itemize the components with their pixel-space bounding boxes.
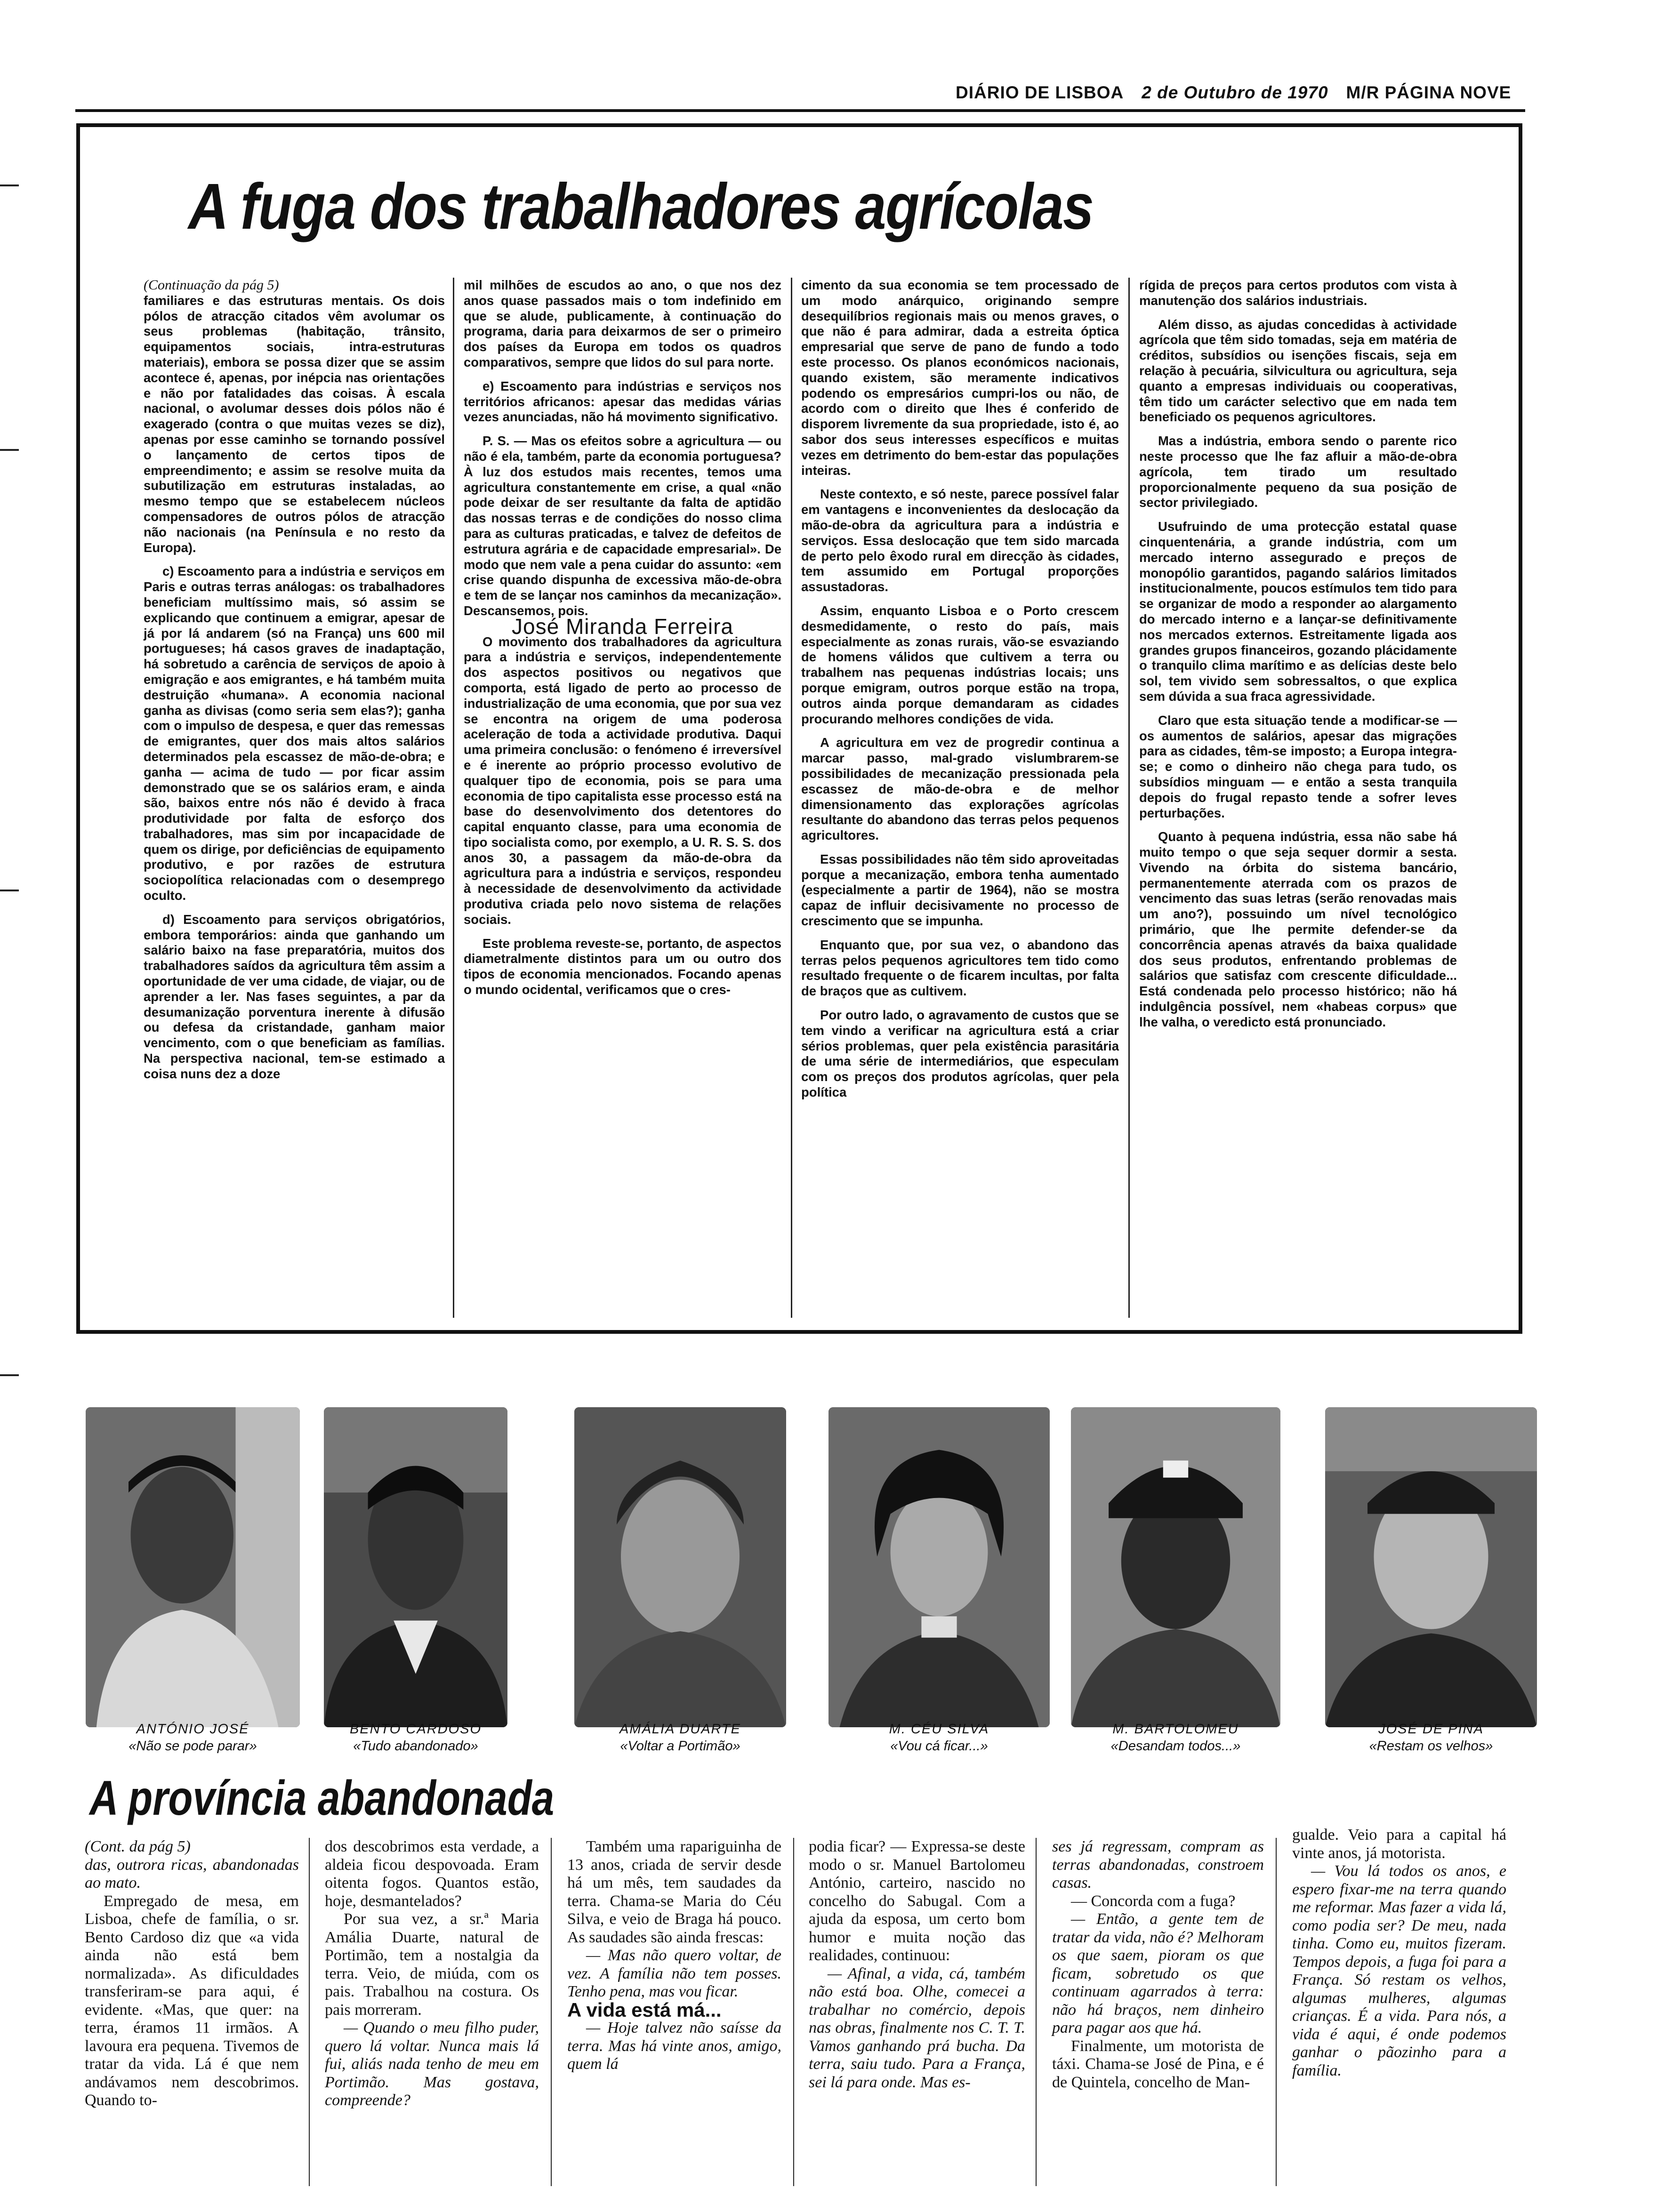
article-column-4	[1139, 278, 1457, 1030]
portrait-image	[86, 1407, 300, 1727]
portrait-image	[574, 1407, 786, 1727]
article-column-2	[325, 1838, 539, 2110]
paragraph: Quanto à pequena indústria, essa não sabe há muito tempo o que seja sequer dormir a sesta. Vivendo na órbita do sistema bancário, permanentemente aterrada com os prazos de vencimento das suas letras (serão renovadas mais um ano?), possuindo um nível tecnológico primário, que lhe permite defender-se da concorrência apenas através da baixa qualidade dos seus produtos, enfrentando problemas de salários que satisfaz com crescente dificuldade... Está condenada pelo processo histórico; não há indulgência possível, nem «habeas corpus» que lhe valha, o veredicto está pronunciado.	[1139, 829, 1457, 1029]
caption-quote: «Tudo abandonado»	[353, 1739, 478, 1754]
portrait-image	[828, 1407, 1050, 1727]
paragraph: Usufruindo de uma protecção estatal quase cinquentenária, a grande indústria, com um mercado interno assegurado e preços de monopólio garantidos, pagando salários limitados institucionalmente, poucos estímulos tem tido para se organizar de modo a responder ao alargamento do mercado interno e a lançar-se definitivamente nos mercados externos. Estreitamente ligada aos grandes grupos financeiros, gozando plácidamente o tranquilo clima marítimo e as delícias deste belo sol, tem vivido sem sobressaltos, o que explica sem dúvida a sua fraca agressividade.	[1139, 519, 1457, 704]
paragraph: Essas possibilidades não têm sido aproveitadas porque a mecanização, embora tenha aumentado (especialmente a partir de 1964), não se mostra capaz de influir decisivamente no processo de crescimento que se impunha.	[801, 851, 1119, 929]
paragraph: d) Escoamento para serviços obrigatórios, embora temporários: ainda que ganhando um salário baixo na fase preparatória, muitos dos trabalhadores saídos da agricultura têm assim a oportunidade de ver uma cidade, de viajar, ou de aprender a ler. Nas fases seguintes, a par da desumanização porventura inerente à difusão ou defesa da cristandade, ganham maior vencimento, com o que beneficiam as famílias. Na perspectiva nacional, tem-se estimado a coisa nuns dez a doze	[144, 912, 445, 1081]
portrait-photo-1	[86, 1407, 300, 1727]
photo-caption-5	[1071, 1721, 1280, 1755]
paragraph: das, outrora ricas, abandonadas ao mato.	[85, 1856, 299, 1891]
paragraph: mil milhões de escudos ao ano, o que nos dez anos quase passados mais o tom indefinido em que se alude, publicamente, à continuação do programa, daria para deixarmos de ser o primeiro dos países da Europa em todos os quadros comparativos, sempre que lidos do sul para norte.	[464, 278, 781, 369]
paragraph: — Afinal, a vida, cá, também não está boa. Olhe, comecei a trabalhar no comércio, depois nas obras, finalmente nos C. T. T. Vamos ganhando prá bucha. Da terra, saiu tudo. Para a França, sei lá para onde. Mas es-	[809, 1964, 1025, 2091]
paragraph: Finalmente, um motorista de táxi. Chama-se José de Pina, e é de Quintela, concelho de Man-	[1052, 2037, 1264, 2091]
article-column-2	[464, 278, 781, 998]
paragraph: podia ficar? — Expressa-se deste modo o sr. Manuel Bartolomeu António, carteiro, nascido no concelho do Sabugal. Com a ajuda da esposa, um certo bom humor e muita noção das realidades, continuou:	[809, 1838, 1025, 1964]
paragraph: P. S. — Mas os efeitos sobre a agricultura — ou não é ela, também, parte da economia portuguesa? À luz dos estudos mais recentes, temos uma agricultura constantemente em crise, a qual «não pode deixar de ser resultante da falta de aptidão das nossas terras e de condições do nosso clima para as culturas praticadas, e talvez de defeitos de estrutura agrária e de capacidade empresarial». De modo que nem vale a pena cuidar do assunto: «em crise quando dispunha de excessiva mão-de-obra e tem de se lançar nos caminhos da mecanização». Descansemos, pois.	[464, 433, 781, 618]
newspaper-name: DIÁRIO DE LISBOA	[956, 83, 1124, 102]
paragraph: Além disso, as ajudas concedidas à actividade agrícola que têm sido tomadas, seja em matéria de créditos, subsídios ou isenções fiscais, seja em relação à pecuária, silvicultura ou agricultura, seja quanto a empresas individuais ou cooperativas, têm tido um carácter selectivo que em nada tem beneficiado os pequenos agricultores.	[1139, 317, 1457, 425]
article-column-3	[567, 1838, 781, 2074]
portrait-photo-4	[828, 1407, 1050, 1727]
column-divider	[1128, 278, 1130, 1318]
author-byline: José Miranda Ferreira	[512, 614, 733, 639]
page-header	[956, 83, 1525, 105]
paragraph: e) Escoamento para indústrias e serviços nos territórios africanos: apesar das medidas várias vezes anunciadas, não há movimento significativo.	[464, 378, 781, 425]
paragraph: — Então, a gente tem de tratar da vida, não é? Melhoram os que saem, pioram os que ficam, sobretudo os que continuam agarrados à terra: não há braços, nem dinheiro para pagar aos que há.	[1052, 1910, 1264, 2036]
paragraph: c) Escoamento para a indústria e serviços em Paris e outras terras análogas: os trabalhadores beneficiam multíssimo mais, só assim se explicando que continuem a emigrar, apesar de já por lá andarem (só na França) uns 600 mil portugueses; há casos graves de inadaptação, há sobretudo a carência de serviços de apoio à emigração e aos emigrantes, e há também muita destruição «humana». A economia nacional ganha as divisas (como seria sem elas?); ganha com o impulso de despesa, e quer das remessas de emigrantes, quer dos mais altos salários determinados pela escassez de mão-de-obra; e ganha — acima de tudo — por ficar assim demonstrado que se os salários eram, e ainda são, baixos entre nós não é devido à fraca produtividade por falta de esforço dos trabalhadores, mas sim por incapacidade de quem os dirige, por deficiências de equipamento produtivo, e por razões de estrutura sociopolítica relacionadas com o desemprego oculto.	[144, 564, 445, 903]
portrait-image	[1325, 1407, 1537, 1727]
margin-mark	[0, 449, 19, 451]
paragraph: — Quando o meu filho puder, quero lá voltar. Nunca mais lá fui, aliás nada tenho de meu em Portimão. Mas gostava, compreende?	[325, 2019, 539, 2109]
caption-name: BENTO CARDOSO	[349, 1722, 482, 1737]
page-label: M/R PÁGINA NOVE	[1346, 83, 1512, 102]
paragraph: O movimento dos trabalhadores da agricultura para a indústria e serviços, independentemente dos aspectos positivos ou negativos que comporta, está ligado de perto ao processo de industrialização de uma economia, que por sua vez se encontra na origem de uma poderosa aceleração de toda a actividade produtiva. Daqui uma primeira conclusão: o fenómeno é irreversível e é inerente ao próprio processo evolutivo de qualquer tipo de economia, pois se para uma economia de tipo capitalista esse processo está na base do desenvolvimento dos detentores do capital enquanto classe, para uma economia de tipo socialista como, por exemplo, a U. R. S. S. dos anos 30, a passagem da mão-de-obra da agricultura para a indústria e serviços, respondeu à necessidade de desenvolvimento da actividade produtiva criada pelo novo sistema de relações sociais.	[464, 634, 781, 927]
caption-name: ANTÓNIO JOSÉ	[136, 1722, 249, 1737]
column-divider	[453, 278, 454, 1318]
caption-quote: «Restam os velhos»	[1369, 1739, 1493, 1754]
paragraph: — Hoje talvez não saísse da terra. Mas há vinte anos, amigo, quem lá	[567, 2019, 781, 2073]
margin-mark	[0, 184, 19, 186]
paragraph: Este problema reveste-se, portanto, de aspectos diametralmente distintos para um ou outro dos tipos de economia mencionados. Focando apenas o mundo ocidental, verificamos que o cres-	[464, 936, 781, 997]
paragraph: Enquanto que, por sua vez, o abandono das terras pelos pequenos agricultores tem tido como resultado frequente o de ficarem incultas, por falta de braços que as cultivem.	[801, 937, 1119, 999]
paragraph: Claro que esta situação tende a modificar-se — os aumentos de salários, apesar das migrações para as cidades, têm-se imposto; a Europa integra-se; e como o dinheiro não chega para tudo, os subsídios minguam — e então a sesta tranquila depois do frugal repasto tende a sofrer leves perturbações.	[1139, 713, 1457, 820]
photo-caption-2	[324, 1721, 507, 1755]
column-divider	[1036, 1838, 1037, 2186]
caption-quote: «Voltar a Portimão»	[620, 1739, 740, 1754]
column-divider	[793, 1838, 794, 2186]
header-rule	[75, 109, 1525, 112]
caption-name: JOSÉ DE PINA	[1378, 1722, 1484, 1737]
margin-mark	[0, 1374, 19, 1376]
column-divider	[309, 1838, 310, 2186]
article-title: A fuga dos trabalhadores agrícolas	[188, 170, 1094, 243]
caption-quote: «Desandam todos...»	[1110, 1739, 1241, 1754]
paragraph: Mas a indústria, embora sendo o parente rico neste processo que lhe faz afluir a mão-de-obra agrícola, tem tirado um resultado proporcionalmente pequeno da sua posição de sector privilegiado.	[1139, 433, 1457, 510]
paragraph: ses já regressam, compram as terras abandonadas, constroem casas.	[1052, 1838, 1264, 1891]
photo-caption-4	[828, 1721, 1050, 1755]
photo-caption-3	[574, 1721, 786, 1755]
paragraph: familiares e das estruturas mentais. Os dois pólos de atracção citados vêm avolumar os seus problemas (habitação, trânsito, equipamentos sociais, intra-estruturas materiais), embora se possa dizer que se assim acontece é, apenas, por inépcia nas orientações e não por fatalidades das coisas. À escala nacional, o avolumar desses dois pólos não é exagerado (contra o que muitas vezes se diz), apenas por esse caminho se tornando possível o lançamento de certos tipos de empreendimento; e assim se resolve muita da subutilização em estruturas instaladas, ao mesmo tempo que se estabelecem núcleos compensadores de outros pólos de atracção não nacionais (na Península e no resto da Europa).	[144, 293, 445, 555]
paragraph: — Concorda com a fuga?	[1071, 1892, 1236, 1910]
paragraph: Por outro lado, o agravamento de custos que se tem vindo a verificar na agricultura está a criar sérios problemas, quer pela existência parasitária de uma série de intermediários, que especulam com os preços dos produtos agrícolas, quer pela política	[801, 1008, 1119, 1100]
paragraph: dos descobrimos esta verdade, a aldeia ficou despovoada. Eram oitenta fogos. Quantos estão, hoje, desmantelados?	[325, 1838, 539, 1910]
paragraph: — Vou lá todos os anos, e espero fixar-me na terra quando me reformar. Mas fazer a vida lá, como podia ser? De meu, nada tinha. Como eu, muitos fizeram. Tempos depois, a fuga foi para a França. Só restam os velhos, algumas mulheres, algumas crianças. É a vida. Para nós, a vida é aqui, é onde podemos ganhar o pãozinho para a família.	[1292, 1862, 1506, 2079]
caption-name: M. CÉU SILVA	[889, 1722, 989, 1737]
paragraph: rígida de preços para certos produtos com vista à manutenção dos salários industriais.	[1139, 278, 1457, 308]
column-divider	[791, 278, 792, 1318]
article-column-3	[801, 278, 1119, 1100]
paragraph: A agricultura em vez de progredir continua a marcar passo, mal-grado vislumbrarem-se possibilidades de mecanização pressionada pela escassez de mão-de-obra e de melhor dimensionamento das explorações agrícolas resultante do abandono das terras pelos pequenos agricultores.	[801, 735, 1119, 843]
article-title: A província abandonada	[89, 1771, 555, 1826]
article-column-5	[1052, 1838, 1264, 2092]
paragraph: Neste contexto, e só neste, parece possível falar em vantagens e inconvenientes da deslocação da mão-de-obra da agricultura para a indústria e serviços. Essa deslocação que tem sido marcada de perto pelo êxodo rural em direcção às cidades, tem assumido em Portugal proporções assustadoras.	[801, 487, 1119, 594]
paragraph: Por sua vez, a sr.ª Maria Amália Duarte, natural de Portimão, tem a nostalgia da terra. Veio, de miúda, com os pais. Trabalhou na costura. Os pais morreram.	[325, 1910, 539, 2019]
article-column-6	[1292, 1826, 1506, 2080]
continuation-note: (Cont. da pág 5)	[85, 1838, 191, 1855]
paragraph: Assim, enquanto Lisboa e o Porto crescem desmedidamente, o resto do país, mais especialmente as zonas rurais, vão-se esvaziando de homens válidos que cultivem a terra ou trabalhem nas pequenas indústrias locais; uns porque emigram, outros porque estão na tropa, outros ainda porque demandaram as cidades procurando melhores condições de vida.	[801, 603, 1119, 726]
section-subheading: A vida está má...	[567, 1998, 722, 2021]
portrait-photo-6	[1325, 1407, 1537, 1727]
photo-caption-6	[1325, 1721, 1537, 1755]
paragraph: — Mas não quero voltar, de vez. A família não tem posses. Tenho pena, mas vou ficar.	[567, 1947, 781, 2000]
margin-mark	[0, 890, 19, 891]
portrait-photo-5	[1071, 1407, 1280, 1727]
caption-name: AMÁLIA DUARTE	[619, 1722, 741, 1737]
paragraph: Também uma rapariguinha de 13 anos, criada de servir desde há um mês, tem saudades da terra. Chama-se Maria do Céu Silva, e veio de Braga há pouco. As saudades são ainda frescas:	[567, 1838, 781, 1946]
article-column-4	[809, 1838, 1025, 2092]
article-column-1	[144, 278, 445, 1082]
caption-quote: «Vou cá ficar...»	[890, 1739, 988, 1754]
portrait-photo-3	[574, 1407, 786, 1727]
article-column-1	[85, 1838, 299, 2110]
continuation-note: (Continuação da pág 5)	[144, 277, 279, 293]
paragraph: Empregado de mesa, em Lisboa, chefe de família, o sr. Bento Cardoso diz que «a vida ainda não está bem normalizada». As dificuldades transferiram-se para aqui, é evidente. «Mas, que quer: na terra, éramos 11 irmãos. A lavoura era pequena. Tivemos de tratar da vida. Lá é que nem andávamos nem descobrimos. Quando to-	[85, 1892, 299, 2109]
caption-quote: «Não se pode parar»	[129, 1739, 257, 1754]
column-divider	[551, 1838, 552, 2186]
photo-caption-1	[86, 1721, 300, 1755]
paragraph: cimento da sua economia se tem processado de um modo anárquico, originando sempre desequilíbrios regionais mais ou menos graves, o que não é para admirar, dada a estreita óptica empresarial que serve de pano de fundo a todo este processo. Os planos económicos nacionais, quando existem, são meramente indicativos podendo os empresários cumpri-los ou não, de acordo com o direito que lhes é conferido de disporem livremente da sua propriedade, isto é, ao sabor dos seus interesses específicos e muitas vezes em detrimento do bem-estar das populações inteiras.	[801, 278, 1119, 478]
issue-date: 2 de Outubro de 1970	[1142, 83, 1328, 102]
portrait-photo-2	[324, 1407, 507, 1727]
portrait-image	[324, 1407, 507, 1727]
portrait-image	[1071, 1407, 1280, 1727]
paragraph: gualde. Veio para a capital há vinte anos, já motorista.	[1292, 1826, 1506, 1862]
column-divider	[1276, 1838, 1277, 2186]
caption-name: M. BARTOLOMEU	[1112, 1722, 1239, 1737]
